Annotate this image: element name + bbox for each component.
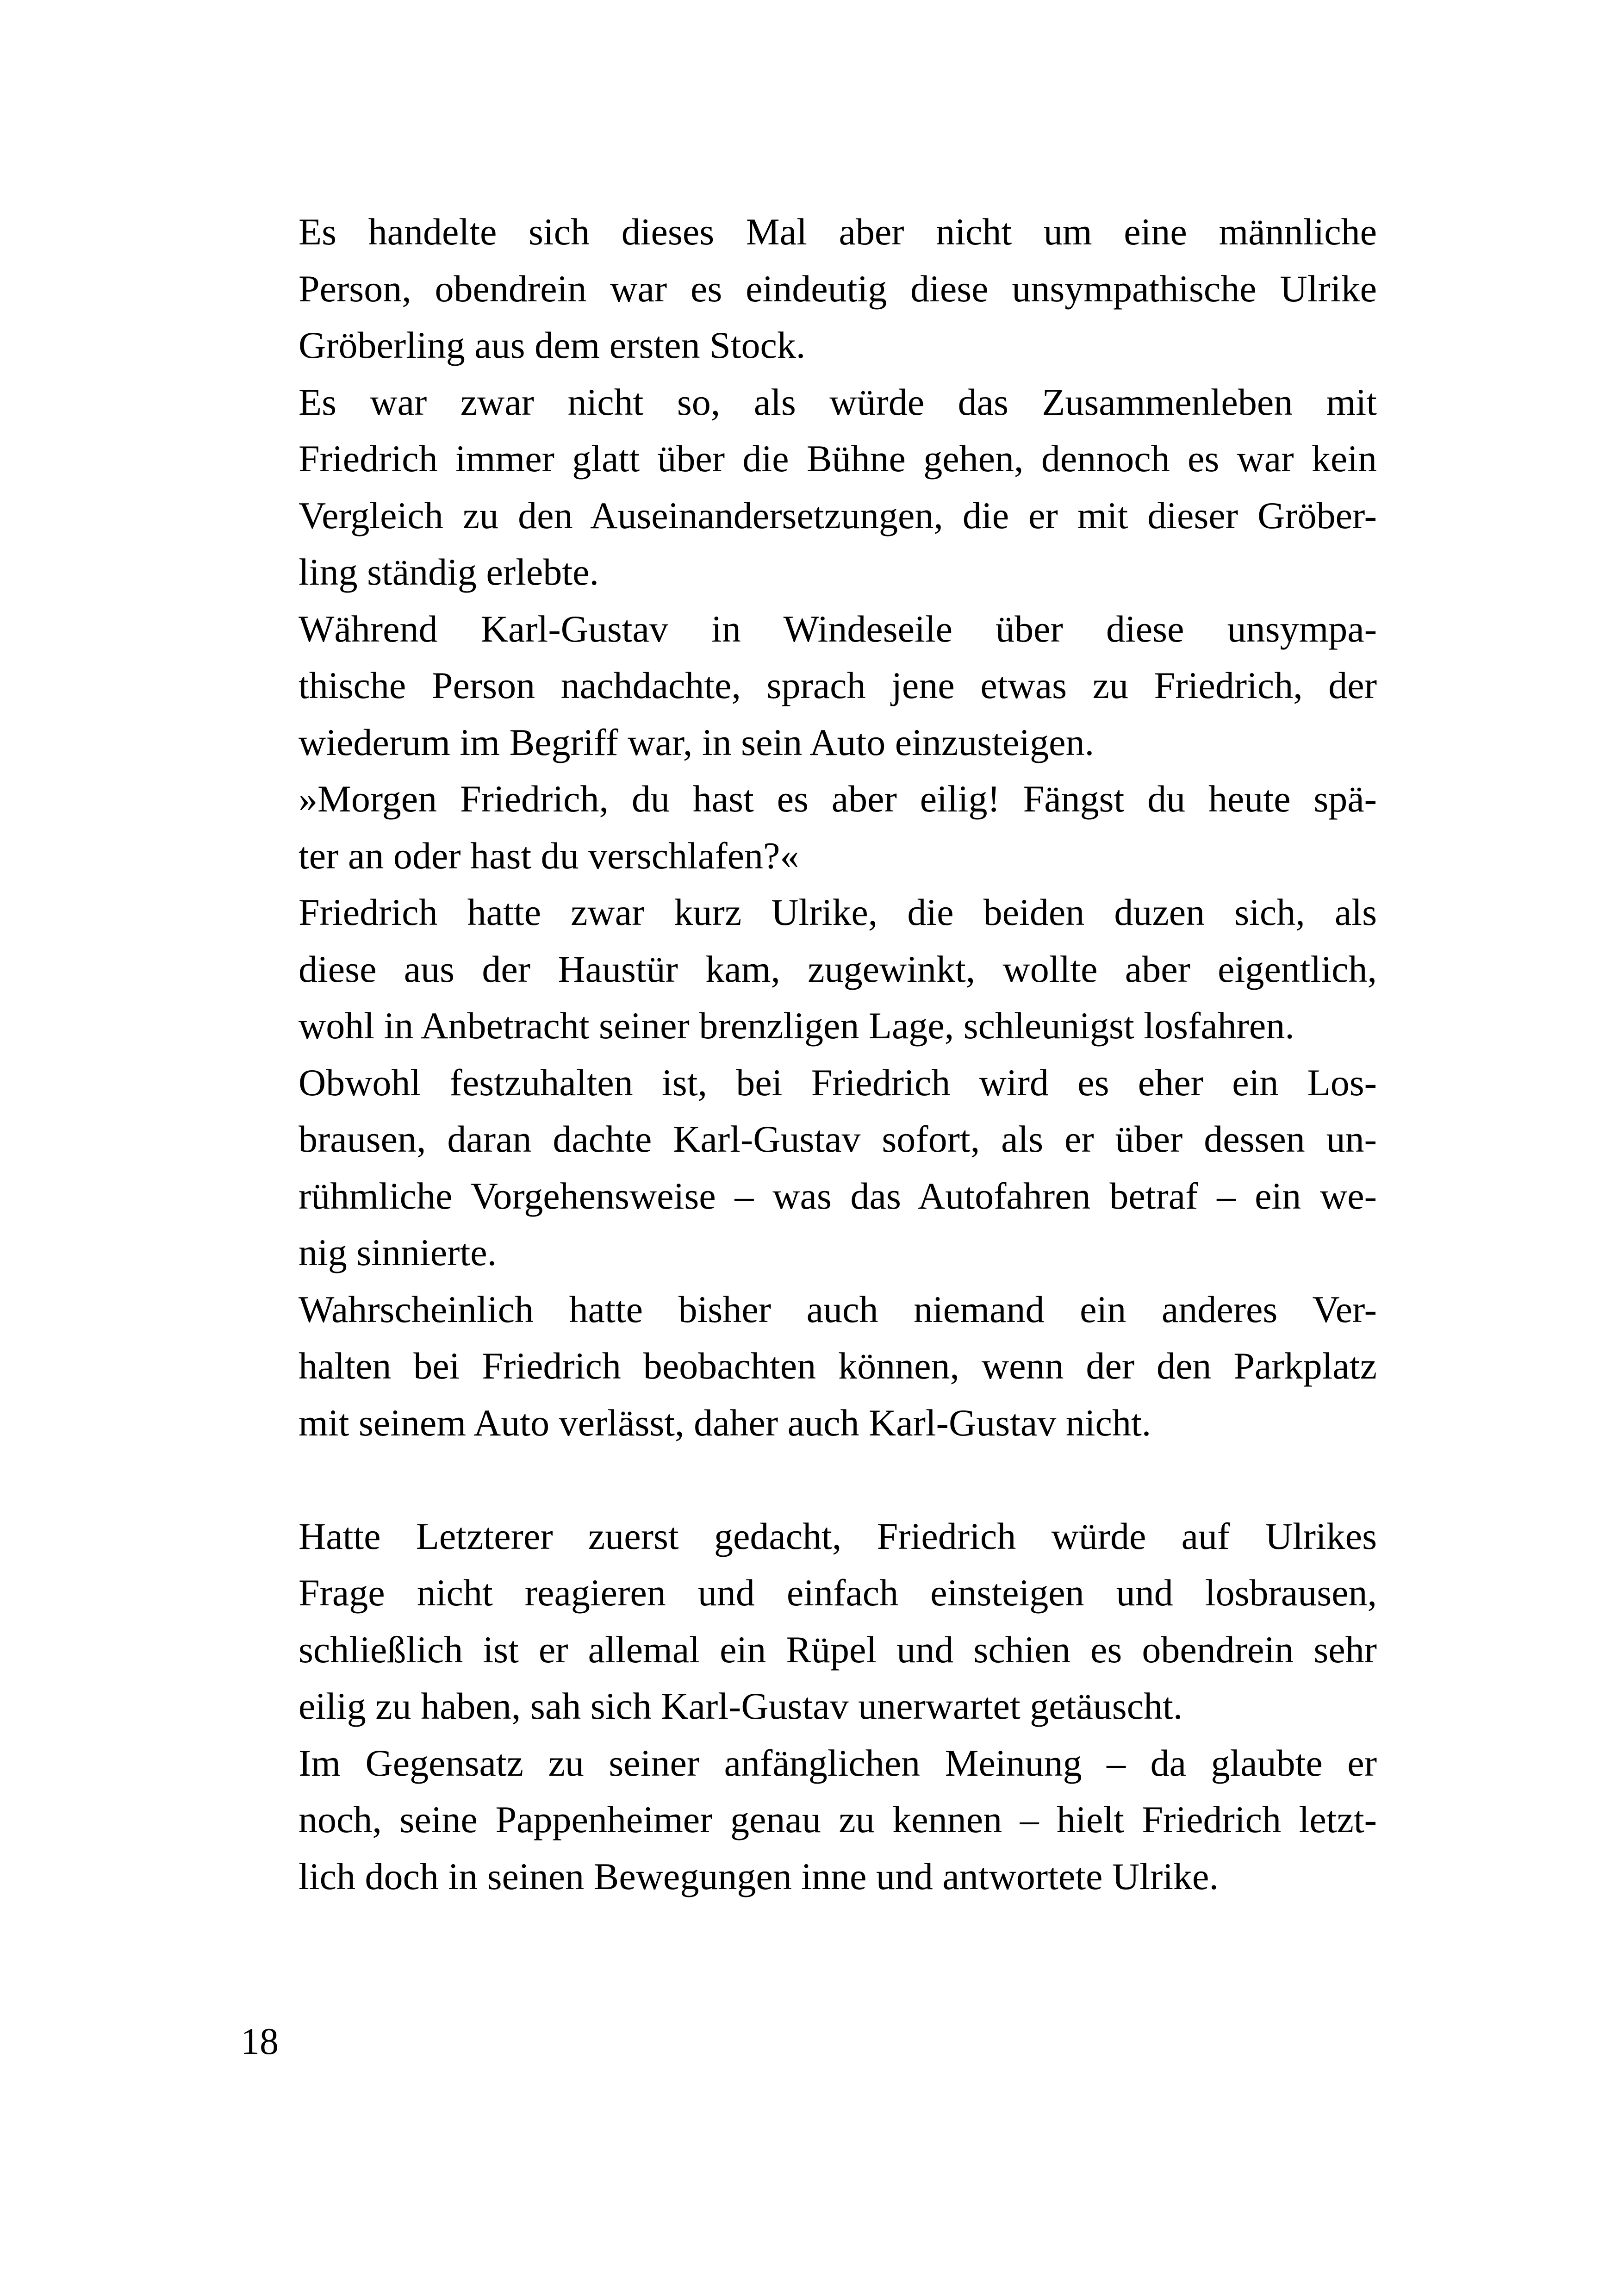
text-line: Es handelte sich dieses Mal aber nicht um eine männliche bbox=[299, 211, 1377, 253]
text-line: Vergleich zu den Auseinandersetzungen, die er mit dieser Gröber- bbox=[299, 494, 1377, 537]
text-line: Gröberling aus dem ersten Stock. bbox=[299, 324, 806, 366]
text-line: mit seinem Auto verlässt, daher auch Karl-Gustav nicht. bbox=[299, 1401, 1151, 1444]
text-line: nig sinnierte. bbox=[299, 1231, 497, 1273]
text-line: rühmliche Vorgehensweise – was das Autofahren betraf – ein we- bbox=[299, 1174, 1377, 1217]
text-line: lich doch in seinen Bewegungen inne und antwortete Ulrike. bbox=[299, 1855, 1219, 1897]
text-line: Im Gegensatz zu seiner anfänglichen Meinung – da glaubte er bbox=[299, 1741, 1377, 1784]
paragraph-6 bbox=[241, 1054, 1377, 1281]
paragraph-2 bbox=[241, 374, 1377, 601]
text-line: Hatte Letzterer zuerst gedacht, Friedrich würde auf Ulrikes bbox=[299, 1515, 1377, 1557]
text-line: Wahrscheinlich hatte bisher auch niemand ein anderes Ver- bbox=[299, 1288, 1377, 1330]
text-line: schließlich ist er allemal ein Rüpel und schien es obendrein sehr bbox=[299, 1628, 1377, 1671]
text-line: Friedrich immer glatt über die Bühne gehen, dennoch es war kein bbox=[299, 437, 1377, 480]
text-line: Es war zwar nicht so, als würde das Zusammenleben mit bbox=[299, 381, 1377, 423]
text-line: eilig zu haben, sah sich Karl-Gustav unerwartet getäuscht. bbox=[299, 1685, 1183, 1727]
page-number: 18 bbox=[241, 2020, 279, 2062]
text-line: wiederum im Begriff war, in sein Auto einzusteigen. bbox=[299, 721, 1095, 763]
text-line: Frage nicht reagieren und einfach einsteigen und losbrausen, bbox=[299, 1572, 1377, 1614]
text-line: Friedrich hatte zwar kurz Ulrike, die beiden duzen sich, als bbox=[299, 891, 1377, 933]
paragraph-4 bbox=[241, 771, 1377, 884]
text-line: Während Karl-Gustav in Windeseile über diese unsympa- bbox=[299, 607, 1377, 650]
paragraph-3 bbox=[241, 601, 1377, 771]
text-line: brausen, daran dachte Karl-Gustav sofort, als er über dessen un- bbox=[299, 1118, 1377, 1160]
text-line: diese aus der Haustür kam, zugewinkt, wollte aber eigentlich, bbox=[299, 948, 1377, 990]
paragraph-9 bbox=[241, 1735, 1377, 1905]
text-line: wohl in Anbetracht seiner brenzligen Lage, schleunigst losfahren. bbox=[299, 1004, 1294, 1047]
text-line: halten bei Friedrich beobachten können, wenn der den Parkplatz bbox=[299, 1345, 1377, 1387]
text-line: noch, seine Pappenheimer genau zu kennen – hielt Friedrich letzt- bbox=[299, 1798, 1377, 1841]
text-line: Person, obendrein war es eindeutig diese unsympathische Ulrike bbox=[299, 267, 1377, 310]
text-line: thische Person nachdachte, sprach jene etwas zu Friedrich, der bbox=[299, 664, 1377, 706]
text-line: ter an oder hast du verschlafen?« bbox=[299, 834, 799, 877]
paragraph-8 bbox=[241, 1508, 1377, 1735]
text-line: Obwohl festzuhalten ist, bei Friedrich wird es eher ein Los- bbox=[299, 1061, 1377, 1104]
paragraph-5 bbox=[241, 884, 1377, 1054]
paragraph-1 bbox=[241, 204, 1377, 374]
section-break bbox=[241, 1451, 1377, 1508]
text-line: »Morgen Friedrich, du hast es aber eilig! Fängst du heute spä- bbox=[299, 778, 1377, 820]
body-text bbox=[241, 204, 1377, 1905]
text-line: ling ständig erlebte. bbox=[299, 551, 599, 593]
paragraph-7 bbox=[241, 1281, 1377, 1452]
